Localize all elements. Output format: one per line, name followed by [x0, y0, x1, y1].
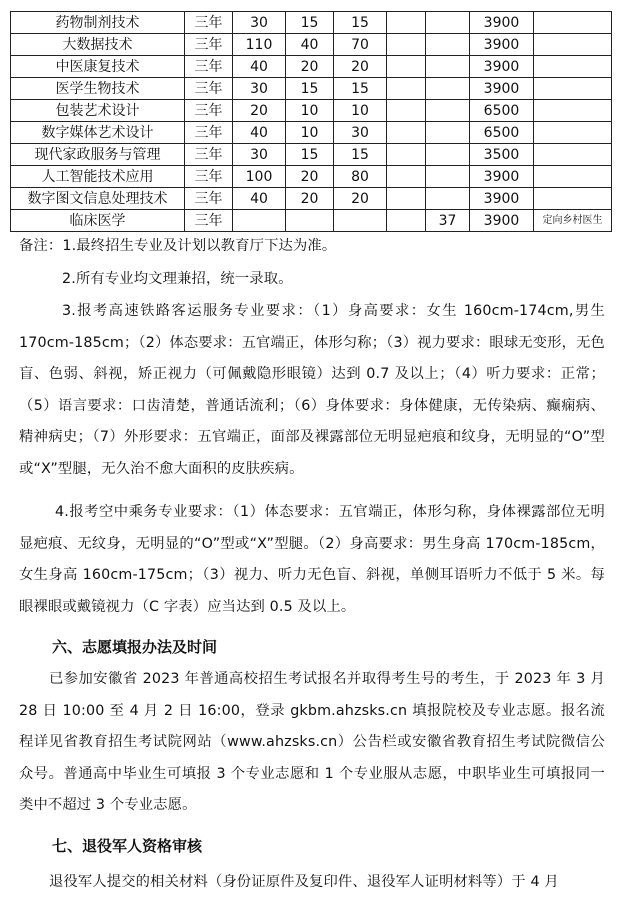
table-cell: 15 [286, 12, 334, 34]
table-cell [426, 100, 470, 122]
table-cell: 20 [334, 188, 387, 210]
table-cell: 三年 [185, 188, 233, 210]
table-cell [534, 12, 612, 34]
table-cell [534, 122, 612, 144]
table-row [11, 56, 612, 78]
table-cell: 三年 [185, 12, 233, 34]
note-1: 备注：1.最终招生专业及计划以教育厅下达为准。 [19, 238, 337, 254]
table-cell: 110 [233, 34, 286, 56]
table-cell: 40 [233, 188, 286, 210]
enrollment-plan-table [10, 11, 612, 232]
major-name-cell: 大数据技术 [11, 34, 185, 56]
table-cell: 10 [286, 100, 334, 122]
table-cell: 30 [233, 78, 286, 100]
major-name-cell: 现代家政服务与管理 [11, 144, 185, 166]
table-cell: 100 [233, 166, 286, 188]
table-row [11, 100, 612, 122]
note-2: 2.所有专业均文理兼招，统一录取。 [62, 271, 293, 287]
table-cell: 20 [233, 100, 286, 122]
table-cell [426, 188, 470, 210]
table-row [11, 78, 612, 100]
table-row [11, 210, 612, 232]
table-cell [534, 78, 612, 100]
table-cell [534, 34, 612, 56]
table-cell: 15 [286, 78, 334, 100]
table-row [11, 122, 612, 144]
table-cell [534, 56, 612, 78]
table-cell: 3900 [470, 12, 534, 34]
table-row [11, 188, 612, 210]
table-cell [233, 210, 286, 232]
table-cell [426, 56, 470, 78]
table-cell: 3900 [470, 166, 534, 188]
section-6-body: 已参加安徽省 2023 年普通高校招生考试报名并取得考生号的考生，于 2023 年 3 月 28 日 10:00 至 4 月 2 日 16:00，登录 gkbm.ahzsks.cn 填报院校及专业志愿。报名流程详见省教育招生考试院网站（www.ahzsks.cn）公告栏或安徽省教育招生考试院微信公众号。普通高中毕业生可填报 3 个专业志愿和 1 个专业服从志愿，中职毕业生可填报同一类中不超过 3 个专业志愿。 [19, 671, 605, 814]
table-cell [387, 188, 426, 210]
table-row [11, 144, 612, 166]
table-row [11, 12, 612, 34]
table-cell [286, 210, 334, 232]
table-cell: 10 [286, 122, 334, 144]
table-cell: 3900 [470, 210, 534, 232]
table-cell: 80 [334, 166, 387, 188]
major-name-cell: 人工智能技术应用 [11, 166, 185, 188]
major-name-cell: 临床医学 [11, 210, 185, 232]
table-cell: 37 [426, 210, 470, 232]
note-4-flight-attendant-requirements: 4.报考空中乘务专业要求：（1）体态要求：五官端正，体形匀称，身体裸露部位无明显疤痕、无纹身，无明显的“O”型或“X”型腿。（2）身高要求：男生身高 170cm-185cm，女生身高 160cm-175cm；（3）视力、听力无色盲、斜视，单侧耳语听力不低于 5 米。每眼裸眼或戴镜视力（C 字表）应当达到 0.5 及以上。 [19, 504, 605, 615]
table-cell: 20 [286, 56, 334, 78]
section-7-body: 退役军人提交的相关材料（身份证原件及复印件、退役军人证明材料等）于 4 月 [49, 874, 559, 890]
table-cell: 20 [286, 188, 334, 210]
table-cell: 10 [334, 100, 387, 122]
table-cell [426, 12, 470, 34]
table-cell: 三年 [185, 144, 233, 166]
table-cell: 40 [286, 34, 334, 56]
table-cell [426, 78, 470, 100]
table-cell: 三年 [185, 122, 233, 144]
table-cell: 15 [286, 144, 334, 166]
table-cell: 6500 [470, 100, 534, 122]
section-6-heading: 六、志愿填报办法及时间 [52, 638, 218, 656]
table-cell: 6500 [470, 122, 534, 144]
table-cell: 30 [233, 144, 286, 166]
table-cell [534, 188, 612, 210]
table-cell [387, 210, 426, 232]
major-name-cell: 数字图文信息处理技术 [11, 188, 185, 210]
major-name-cell: 包装艺术设计 [11, 100, 185, 122]
table-cell: 三年 [185, 78, 233, 100]
table-cell [387, 34, 426, 56]
table-cell [387, 78, 426, 100]
section-7-heading: 七、退役军人资格审核 [52, 837, 203, 855]
table-cell [426, 34, 470, 56]
table-row [11, 166, 612, 188]
table-cell: 40 [233, 56, 286, 78]
table-cell: 三年 [185, 100, 233, 122]
major-name-cell: 药物制剂技术 [11, 12, 185, 34]
table-cell [334, 210, 387, 232]
table-cell: 70 [334, 34, 387, 56]
table-cell: 三年 [185, 210, 233, 232]
major-name-cell: 医学生物技术 [11, 78, 185, 100]
table-cell: 3900 [470, 56, 534, 78]
table-cell [387, 56, 426, 78]
table-cell [534, 144, 612, 166]
table-cell: 40 [233, 122, 286, 144]
table-cell: 定向乡村医生 [534, 210, 612, 232]
major-name-cell: 中医康复技术 [11, 56, 185, 78]
table-cell [534, 166, 612, 188]
table-cell: 3900 [470, 34, 534, 56]
table-cell: 15 [334, 78, 387, 100]
table-cell [387, 122, 426, 144]
table-cell [387, 166, 426, 188]
table-cell [426, 122, 470, 144]
table-cell: 15 [334, 12, 387, 34]
table-cell [387, 144, 426, 166]
table-cell [426, 144, 470, 166]
table-cell: 三年 [185, 56, 233, 78]
table-cell: 3900 [470, 188, 534, 210]
table-cell: 30 [334, 122, 387, 144]
table-cell: 三年 [185, 34, 233, 56]
table-cell: 3900 [470, 78, 534, 100]
note-3-railway-requirements: 3.报考高速铁路客运服务专业要求：（1）身高要求：女生 160cm-174cm,男生 170cm-185cm；（2）体态要求：五官端正，体形匀称；（3）视力要求：眼球无变形，无色盲、色弱、斜视，矫正视力（可佩戴隐形眼镜）达到 0.7 及以上；（4）听力要求：正常；（5）语言要求：口齿清楚，普通话流利；（6）身体要求：身体健康，无传染病、癫痫病、精神病史；（7）外形要求：五官端正，面部及裸露部位无明显疤痕和纹身，无明显的“O”型或“X”型腿，无久治不愈大面积的皮肤疾病。 [19, 303, 605, 477]
table-cell: 15 [334, 144, 387, 166]
table-row [11, 34, 612, 56]
table-cell [387, 100, 426, 122]
table-cell [534, 100, 612, 122]
table-cell: 30 [233, 12, 286, 34]
table-cell: 20 [334, 56, 387, 78]
table-cell [387, 12, 426, 34]
table-cell: 3500 [470, 144, 534, 166]
major-name-cell: 数字媒体艺术设计 [11, 122, 185, 144]
table-cell: 三年 [185, 166, 233, 188]
table-cell: 20 [286, 166, 334, 188]
table-cell [426, 166, 470, 188]
